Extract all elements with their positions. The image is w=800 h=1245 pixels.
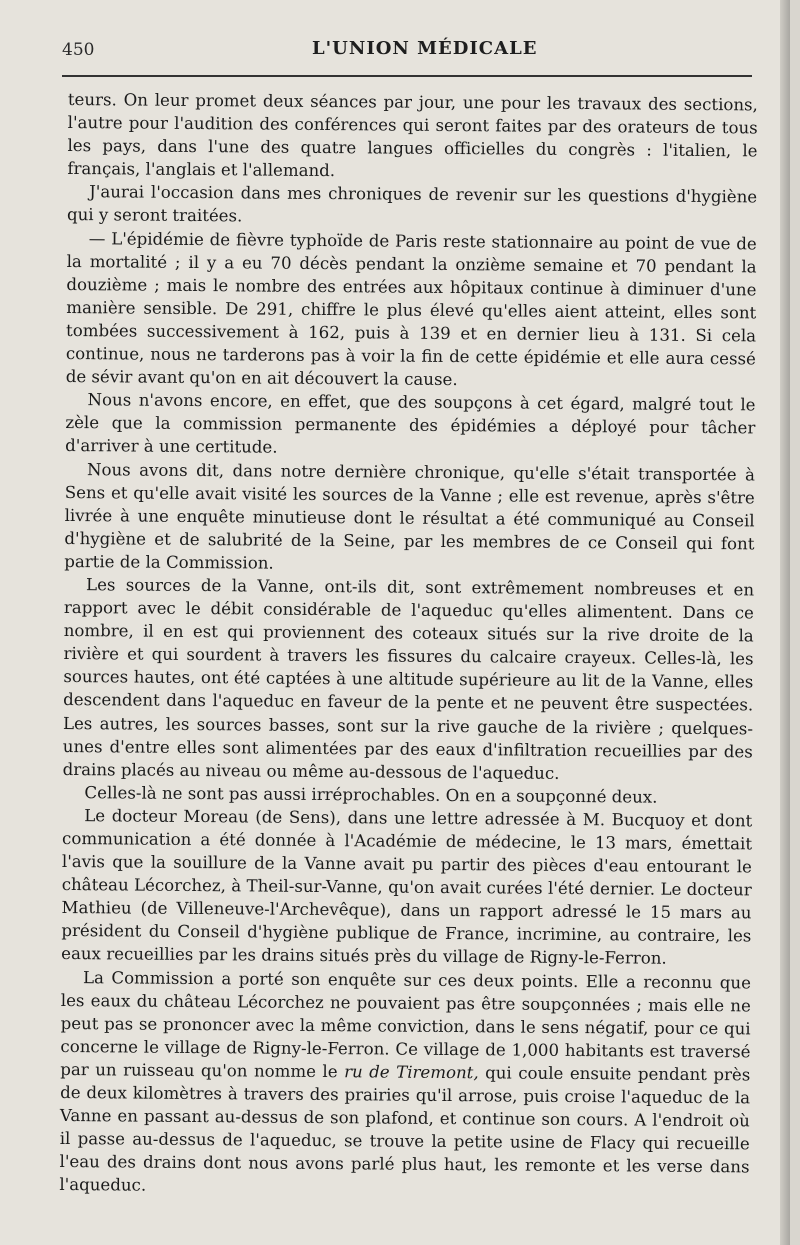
article-body — [59, 88, 758, 1202]
paragraph: — L'épidémie de fièvre typhoïde de Paris reste stationnaire au point de vue de la mortalité ; il y a eu 70 décès pendant la onzième semaine et 70 pendant la douzième ; mais le nombre des entrées aux hôpitaux continue à diminuer d'une manière sensible. De 291, chiffre le plus élevé qu'elles aient atteint, elles sont tombées successivement à 162, puis à 139 et en dernier lieu à 131. Si cela continue, nous ne tarderons pas à voir la fin de cette épidémie et elle aura cessé de sévir avant qu'on en ait découvert la cause. — [65, 228, 757, 390]
paragraph: Le docteur Moreau (de Sens), dans une lettre adressée à M. Bucquoy et dont communication a été donnée à l'Académie de médecine, le 13 mars, émettait l'avis que la souillure de la Vanne avait pu partir des pièces d'eau entourant le château Lécorchez, à Theil-sur-Vanne, qu'on avait curées l'été dernier. Le docteur Mathieu (de Villeneuve-l'Archevêque), dans un rapport adressé le 15 mars au président du Conseil d'hygiène publique de France, incrimine, au contraire, les eaux recueillies par les drains situés près du village de Rigny-le-Ferron. — [61, 806, 753, 969]
page-edge-shadow — [780, 0, 790, 1245]
running-head — [62, 38, 752, 66]
header-rule — [62, 75, 752, 77]
paragraph: Celles-là ne sont pas aussi irréprochables. On en a soupçonné deux. — [84, 782, 658, 807]
paragraph: Nous avons dit, dans notre dernière chronique, qu'elle s'était transportée à Sens et qu'elle avait visité les sources de la Vanne ; elle est revenue, après s'être livrée à une enquête minutieuse dont le résultat a été communiqué au Conseil d'hygiène et de salubrité de la Seine, par les membres de ce Conseil qui font partie de la Commission. — [64, 459, 756, 573]
page-number: 450 — [62, 40, 95, 60]
paragraph: teurs. On leur promet deux séances par jour, une pour les travaux des sections, l'autre pour l'audition des conférences qui seront faites par des orateurs de tous les pays, dans l'une des quatre langues officielles du congrès : l'italien, le français, l'anglais et l'allemand. — [67, 89, 758, 181]
paragraph: J'aurai l'occasion dans mes chroniques de revenir sur les questions d'hygiène qui y seront traitées. — [66, 182, 758, 226]
journal-title: L'UNION MÉDICALE — [312, 38, 538, 59]
paragraph-text: La Commission a porté son enquête sur ces deux points. Elle a reconnu que les eaux du château Lécorchez ne pouvaient pas être soupçonnées ; mais elle ne peut pas se prononcer avec la même conviction, dans le sens négatif, pour ce qui concerne le village de Rigny-le-Ferron. Ce village de 1,000 habitants est traversé par un ruisseau qu'on nomme le — [60, 967, 752, 1082]
paragraph-text: qui coule ensuite pendant près de deux kilomètres à travers des prairies qu'il arrose, puis croise l'aqueduc de la Vanne en passant au-dessus de son plafond, et continue son cours. A l'endroit où il passe au-dessus de l'aqueduc, se trouve la petite usine de Flacy qui recueille l'eau des drains dont nous avons parlé plus haut, les remonte et les verse dans l'aqueduc. — [59, 1063, 751, 1196]
stream-name: ru de Tiremont, — [344, 1062, 479, 1083]
paragraph-last — [59, 966, 751, 1202]
paragraph: Nous n'avons encore, en effet, que des soupçons à cet égard, malgré tout le zèle que la commission permanente des épidémies a déployé pour tâcher d'arriver à une certitude. — [65, 390, 756, 458]
paragraph: Les sources de la Vanne, ont-ils dit, sont extrêmement nombreuses et en rapport avec le débit considérable de l'aqueduc qu'elles alimentent. Dans ce nombre, il en est qui proviennent des coteaux situés sur la rive droite de la rivière et qui sourdent à travers les fissures du calcaire crayeux. Celles-là, les sources hautes, ont été captées à une altitude supérieure au lit de la Vanne, elles descendent dans l'aqueduc en faveur de la pente et ne peuvent être suspectées. Les autres, les sources basses, sont sur la rive gauche de la rivière ; quelques-unes d'entre elles sont alimentées par des eaux d'infiltration recueillies par des drains placés au niveau ou même au-dessous de l'aqueduc. — [62, 575, 755, 783]
